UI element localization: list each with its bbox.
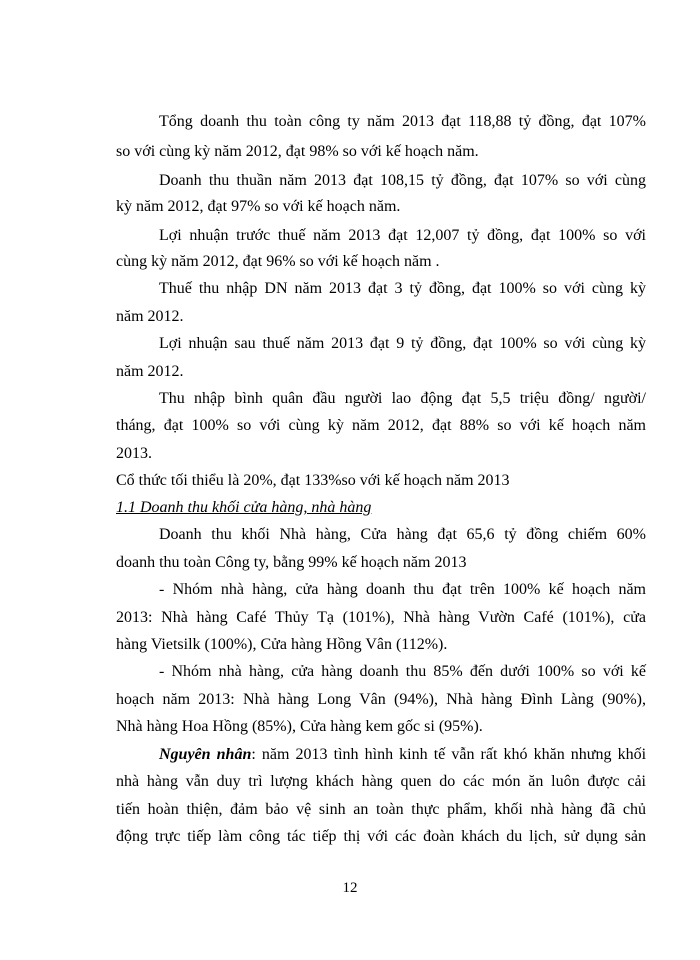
body-text-line: doanh thu toàn Công ty, bằng 99% kế hoạch năm 2013	[116, 554, 467, 571]
body-text-line: 2013: Nhà hàng Café Thủy Tạ (101%), Nhà hàng Vườn Café (101%), cửa	[116, 609, 646, 626]
body-text-line: động trực tiếp làm công tác tiếp thị với các đoàn khách du lịch, sử dụng sản	[116, 828, 646, 845]
body-text-line: tháng, đạt 100% so với cùng kỳ năm 2012, đạt 88% so với kế hoạch năm	[116, 417, 646, 434]
cause-first-line	[159, 745, 646, 765]
body-text-line: so với cùng kỳ năm 2012, đạt 98% so với kế hoạch năm.	[116, 143, 479, 160]
cause-label: Nguyên nhân	[159, 746, 252, 763]
body-text-line: hàng Vietsilk (100%), Cửa hàng Hồng Vân (112%).	[116, 636, 448, 653]
body-text-line: cùng kỳ năm 2012, đạt 96% so với kế hoạch năm .	[116, 253, 440, 270]
body-text-line: Doanh thu khối Nhà hàng, Cửa hàng đạt 65,6 tỷ đồng chiếm 60%	[159, 526, 646, 543]
page-number: 12	[342, 880, 358, 896]
cause-first-line-rest: : năm 2013 tình hình kinh tế vẫn rất khó khăn nhưng khối	[251, 746, 647, 763]
body-text-line: nhà hàng vẫn duy trì lượng khách hàng quen do các món ăn luôn được cải	[116, 773, 646, 790]
body-text-line: - Nhóm nhà hàng, cửa hàng doanh thu 85% đến dưới 100% so với kế	[159, 663, 646, 680]
body-text-line: Thuế thu nhập DN năm 2013 đạt 3 tỷ đồng, đạt 100% so với cùng kỳ	[159, 280, 646, 297]
body-text-line: năm 2012.	[116, 308, 184, 325]
body-text-line: hoạch năm 2013: Nhà hàng Long Vân (94%), Nhà hàng Đình Làng (90%),	[116, 691, 646, 708]
body-text-line: 2013.	[116, 445, 152, 462]
body-text-line: - Nhóm nhà hàng, cửa hàng doanh thu đạt trên 100% kế hoạch năm	[159, 581, 646, 598]
body-text-line: Lợi nhuận trước thuế năm 2013 đạt 12,007 tỷ đồng, đạt 100% so với	[159, 227, 646, 244]
section-heading: 1.1 Doanh thu khối cửa hàng, nhà hàng	[116, 499, 372, 516]
body-text-line: Thu nhập bình quân đầu người lao động đạt 5,5 triệu đồng/ người/	[159, 390, 646, 407]
body-text-line: kỳ năm 2012, đạt 97% so với kế hoạch năm.	[116, 198, 401, 215]
body-text-line: Doanh thu thuần năm 2013 đạt 108,15 tỷ đồng, đạt 107% so với cùng	[159, 172, 646, 189]
body-text-line: năm 2012.	[116, 363, 184, 380]
body-text-line: Nhà hàng Hoa Hồng (85%), Cửa hàng kem gốc si (95%).	[116, 718, 483, 735]
body-text-line: Lợi nhuận sau thuế năm 2013 đạt 9 tỷ đồng, đạt 100% so với cùng kỳ	[159, 335, 646, 352]
body-text-line: Tổng doanh thu toàn công ty năm 2013 đạt 118,88 tỷ đồng, đạt 107%	[159, 113, 646, 130]
body-text-line: tiến hoàn thiện, đảm bảo vệ sinh an toàn thực phẩm, khối nhà hàng đã chủ	[116, 801, 646, 818]
body-text-line: Cổ thức tối thiểu là 20%, đạt 133%so với kế hoạch năm 2013	[116, 472, 510, 489]
